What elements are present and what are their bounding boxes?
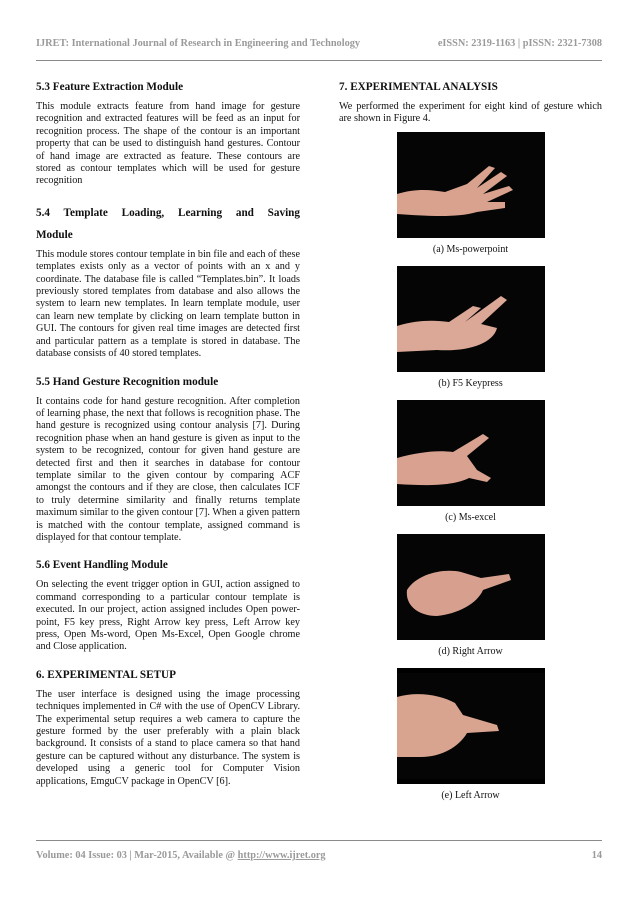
left-column [36,80,300,802]
page-number: 14 [591,850,602,861]
page-footer [36,850,602,861]
section-heading-5-5: 5.5 Hand Gesture Recognition module [36,375,219,388]
section-body-5-6: On selecting the event trigger option in GUI, action assigned to command corresponding to a particular contour template is executed. In our project, action assigned includes Open power-point, F5 key press, Right Arrow key press, Left Arrow key press, Open Ms-word, Open Ms-Excel, Open Google chrome and Close application. [36,579,300,653]
issn: eISSN: 2319-1163 | pISSN: 2321-7308 [437,38,602,49]
figure-d [339,534,602,658]
hand-photo-b [397,266,545,372]
figure-caption-d: (d) Right Arrow [438,645,503,657]
section-body-6: The user interface is designed using the image processing techniques implemented in C# with the use of OpenCV Library. The experimental setup requires a web camera to capture the gesture formed by the user preferably with a plain black background. It consists of a stand to place camera so that hand gesture can be captured without any disturbance. The system is developed using a generic tool for Computer Vision applications, EmguCV package in OpenCV [6]. [36,688,300,787]
figure-e [339,668,602,802]
journal-link[interactable]: http://www.ijret.org [237,850,326,861]
figure-a [339,132,602,256]
section-body-7: We performed the experiment for eight kind of gesture which are shown in Figure 4. [339,101,602,125]
hand-photo-e [397,668,545,784]
figure-b [339,266,602,390]
figure-caption-a: (a) Ms-powerpoint [432,243,509,255]
section-heading-5-3: 5.3 Feature Extraction Module [36,81,184,93]
section-heading-6: 6. EXPERIMENTAL SETUP [36,668,176,681]
section-body-5-3: This module extracts feature from hand image for gesture recognition and extracted features will be feed as an input for recognition process. The shape of the contour is an important property that can be used to distinguish hand gestures. Contour of hand image are extracted as feature. These contours are stored as contour templates which will be used for gesture recognition [36,101,300,187]
journal-name: IJRET: International Journal of Research in Engineering and Technology [36,38,361,49]
section-body-5-5: It contains code for hand gesture recognition. After completion of learning phase, the next that follows is recognition phase. The hand gesture is recognized using contour analysis [7]. During recognition phase when an hand gesture is given as input to the system to be recognized, contour for given hand gesture are detected first and then it searches in database for contour template similar to the given contour by comparing ACF amongst the contours and if they are close, then calculates ICF to truly determine similarity and finally returns template maximum similar to the given contour [7]. When a given pattern is matched with the contour template, assigned command is displayed for that contour template. [36,395,300,543]
section-heading-5-4: 5.4 Template Loading, Learning and Saving [36,206,300,219]
right-column [339,80,602,802]
figure-caption-b: (b) F5 Keypress [438,377,503,389]
figure-c [339,400,602,524]
footer-rule [36,840,602,841]
hand-photo-d [397,534,545,640]
footer-volume-text: Volume: 04 Issue: 03 | Mar-2015, Available @ [36,850,238,861]
section-heading-5-6: 5.6 Event Handling Module [36,559,168,572]
hand-photo-c [397,400,545,506]
figure-caption-e: (e) Left Arrow [441,789,500,801]
page-header [36,38,602,49]
header-rule [36,60,602,61]
footer-volume [36,850,326,861]
hand-photo-a [397,132,545,238]
section-heading-5-4-cont: Module [36,228,73,241]
figure-caption-c: (c) Ms-excel [445,511,496,523]
section-heading-7: 7. EXPERIMENTAL ANALYSIS [339,81,498,93]
section-body-5-4: This module stores contour template in bin file and each of these templates exists only as a vector of points with an x and y coordinate. The database file is called “Templates.bin”. It loads previously stored templates from database and also allows the system to learn new templates. In learn template module, user can learn new template by clicking on learn template button in GUI. The contours for given real time images are detected first and particular pattern as a template is stored in database. The database consists of 40 stored templates. [36,248,300,360]
